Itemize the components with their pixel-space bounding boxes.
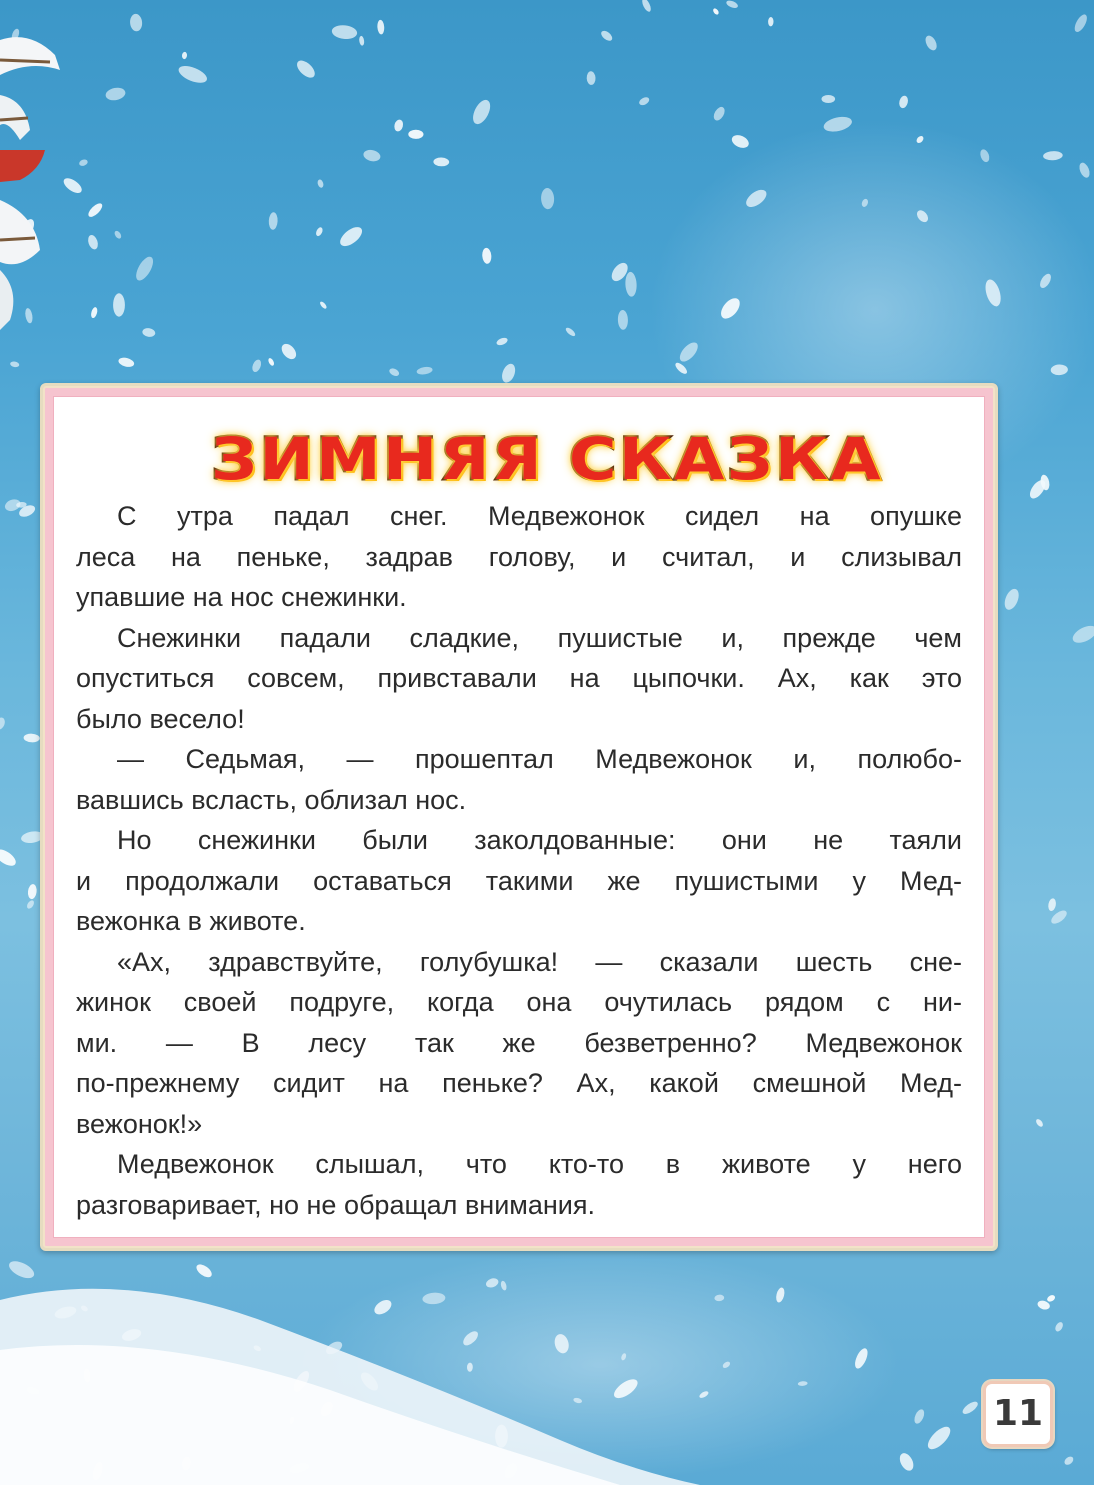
snowflake bbox=[319, 300, 328, 309]
snowflake bbox=[640, 0, 652, 13]
snowflake bbox=[1063, 1455, 1075, 1467]
snowflake bbox=[315, 226, 324, 237]
paragraph-4 bbox=[76, 820, 962, 942]
snow-drift-illustration bbox=[0, 1240, 700, 1485]
text-line: Но снежинки были заколдованные: они не таяли bbox=[117, 825, 962, 855]
snowflake bbox=[267, 357, 275, 366]
snowflake bbox=[564, 326, 576, 337]
text-line: «Ах, здравствуйте, голубушка! — сказали шесть сне- bbox=[117, 946, 962, 977]
snowy-branch-illustration bbox=[0, 0, 70, 330]
paragraph-1 bbox=[76, 496, 962, 618]
snowflake bbox=[912, 1408, 926, 1425]
snowflake bbox=[1070, 622, 1094, 646]
text-line: Медвежонок слышал, что кто-то в животе у него bbox=[117, 1149, 962, 1179]
text-line: — Седьмая, — прошептал Медвежонок и, полюбо- bbox=[117, 744, 962, 774]
text-line: по-прежнему сидит на пеньке? Ах, какой смешной Мед- bbox=[76, 1068, 962, 1098]
snowflake bbox=[105, 86, 127, 102]
snowflake bbox=[251, 358, 263, 373]
snowflake bbox=[496, 336, 509, 346]
text-line: С утра падал снег. Медвежонок сидел на опушке bbox=[117, 501, 962, 531]
snowflake bbox=[86, 201, 104, 219]
snowflake bbox=[359, 36, 365, 46]
snowflake bbox=[924, 1423, 954, 1453]
text-line: опуститься совсем, привставали на цыпочки. Ах, как это bbox=[76, 663, 962, 693]
snowflake bbox=[638, 96, 651, 107]
text-line: упавшие на нос снежинки. bbox=[76, 582, 407, 612]
paragraph-5 bbox=[76, 942, 962, 1145]
text-line: леса на пеньке, задрав голову, и считал, и слизывал bbox=[76, 541, 962, 572]
snowflake bbox=[393, 119, 404, 133]
snowflake bbox=[337, 223, 365, 249]
snowflake bbox=[618, 310, 629, 330]
snowflake bbox=[599, 29, 614, 43]
text-line: вежонок!» bbox=[76, 1108, 203, 1139]
text-line: было весело! bbox=[76, 703, 245, 734]
snowflake bbox=[176, 63, 209, 87]
snowflake bbox=[961, 1399, 980, 1416]
snowflake bbox=[0, 716, 7, 731]
snowflake bbox=[923, 34, 939, 52]
snowflake bbox=[331, 24, 358, 40]
snowflake bbox=[377, 20, 385, 35]
snowflake bbox=[1002, 587, 1022, 612]
snowflake bbox=[388, 367, 400, 378]
snowflake bbox=[712, 105, 727, 122]
snowflake bbox=[129, 13, 142, 31]
story-title-text: ЗИМНЯЯ СКАЗКА bbox=[211, 425, 883, 493]
snowflake bbox=[294, 57, 318, 80]
snowflake bbox=[725, 0, 739, 9]
snowflake bbox=[362, 148, 381, 163]
snowflake bbox=[86, 234, 99, 251]
snowflake bbox=[268, 212, 278, 230]
snowflake bbox=[113, 230, 122, 240]
snowflake bbox=[712, 7, 720, 15]
paragraph-6 bbox=[76, 1144, 962, 1225]
snowflake bbox=[27, 884, 37, 900]
snowflake bbox=[90, 306, 98, 318]
paragraph-3 bbox=[76, 739, 962, 820]
snowflake bbox=[541, 188, 555, 210]
snowflake bbox=[1072, 13, 1089, 34]
snowflake bbox=[1046, 1294, 1056, 1303]
snowflake bbox=[625, 272, 637, 297]
snowflake bbox=[23, 733, 40, 742]
snowflake bbox=[416, 366, 433, 376]
snowflake bbox=[433, 157, 449, 166]
story-text bbox=[76, 496, 962, 1225]
snowflake bbox=[133, 254, 157, 283]
snowflake bbox=[1047, 898, 1057, 912]
snowflake bbox=[142, 327, 156, 338]
text-line: и продолжали оставаться такими же пушистыми у Мед- bbox=[76, 865, 962, 896]
snowflake bbox=[408, 130, 423, 139]
story-title bbox=[0, 425, 1094, 493]
snowflake bbox=[822, 95, 836, 103]
text-line: ми. — В лесу так же безветренно? Медвежонок bbox=[76, 1027, 962, 1058]
snowflake bbox=[768, 17, 774, 26]
snowflake bbox=[26, 899, 36, 910]
snowflake bbox=[117, 356, 135, 368]
snowflake bbox=[482, 247, 492, 264]
snowflake bbox=[500, 362, 518, 385]
text-line: вежонка в животе. bbox=[76, 906, 306, 936]
snowflake bbox=[1054, 1321, 1065, 1333]
paragraph-2 bbox=[76, 618, 962, 740]
page-number-badge: 11 bbox=[983, 1381, 1053, 1447]
snowflake bbox=[470, 97, 494, 127]
snowflake bbox=[78, 158, 88, 167]
text-line: разговаривает, но не обращал внимания. bbox=[76, 1189, 595, 1220]
text-line: Снежинки падали сладкие, пушистые и, прежде чем bbox=[117, 622, 962, 653]
snowflake bbox=[898, 95, 909, 109]
text-line: вавшись всласть, облизал нос. bbox=[76, 784, 467, 815]
snowflake bbox=[0, 846, 19, 869]
snowflake bbox=[182, 52, 188, 60]
text-line: жинок своей подруге, когда она очутилась рядом с ни- bbox=[76, 987, 962, 1017]
snowflake bbox=[1035, 1118, 1045, 1128]
snowflake bbox=[317, 179, 325, 189]
snowflake bbox=[279, 341, 299, 362]
snowflake bbox=[113, 293, 125, 316]
snowflake bbox=[10, 361, 20, 368]
snowflake bbox=[586, 71, 595, 85]
